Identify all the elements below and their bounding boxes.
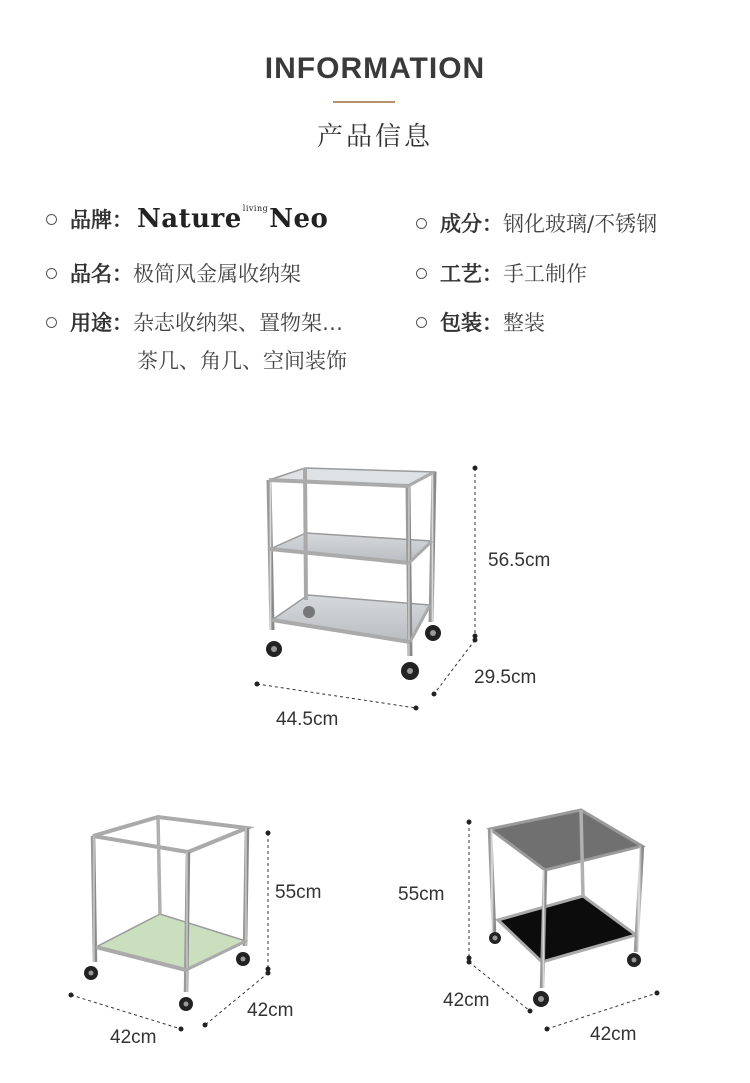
black-table-height-label: 55cm: [398, 884, 445, 905]
cart-width-label: 44.5cm: [276, 709, 339, 730]
package-value: 整装: [503, 311, 545, 335]
section-subtitle: 产品信息: [316, 122, 433, 152]
cart-depth-label: 29.5cm: [474, 667, 537, 688]
name-label: 品名：: [70, 262, 133, 286]
brand-label: 品牌：: [70, 208, 133, 232]
material-value: 钢化玻璃/不锈钢: [503, 212, 658, 236]
package-label: 包装：: [440, 311, 503, 335]
usage-value-line2: 茶几、角几、空间装饰: [137, 349, 347, 373]
craft-value: 手工制作: [503, 262, 587, 286]
craft-label: 工艺：: [440, 262, 503, 286]
cart-illustration: [255, 466, 478, 711]
material-label: 成分：: [440, 212, 503, 236]
usage-label: 用途：: [70, 311, 133, 335]
green-table-illustration: [69, 817, 271, 1032]
green-table-depth-label: 42cm: [247, 1000, 294, 1021]
name-value: 极简风金属收纳架: [133, 262, 301, 286]
green-table-width-label: 42cm: [110, 1027, 157, 1048]
cart-height-label: 56.5cm: [488, 550, 551, 571]
black-table-width-label: 42cm: [590, 1024, 637, 1045]
black-table-depth-label: 42cm: [443, 990, 490, 1011]
section-title: INFORMATION: [264, 52, 486, 85]
green-table-height-label: 55cm: [275, 882, 322, 903]
brand-logo: Nature$^{living}$Neo: [137, 204, 329, 234]
usage-value-line1: 杂志收纳架、置物架…: [133, 311, 343, 335]
black-table-illustration: [467, 810, 660, 1032]
